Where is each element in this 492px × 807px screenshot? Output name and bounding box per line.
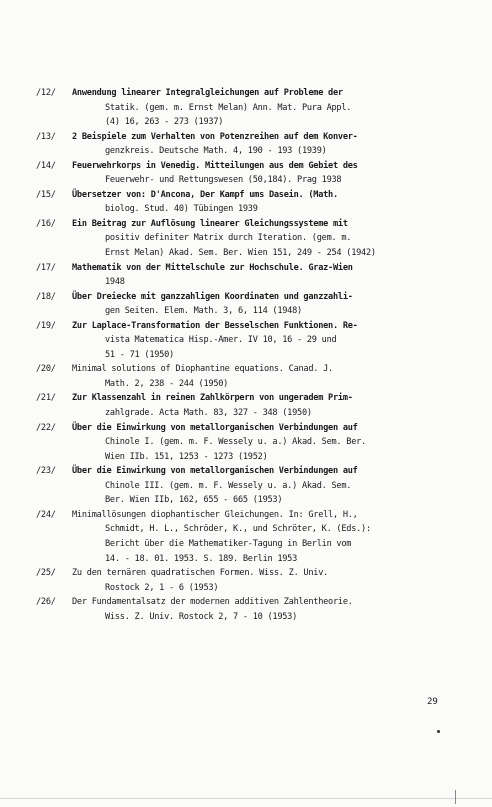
entry-line: biolog. Stud. 40) Tübingen 1939: [105, 204, 258, 215]
entry-line: 1948: [105, 277, 125, 288]
bibliography-entry: [36, 290, 466, 319]
entry-line: Statik. (gem. m. Ernst Melan) Ann. Mat. Pura Appl.: [105, 102, 352, 113]
entry-line: Anwendung linearer Integralgleichungen auf Probleme der: [72, 88, 343, 98]
entry-number: /17/: [36, 262, 56, 273]
bibliography-list: [36, 86, 466, 624]
entry-number: /20/: [36, 364, 56, 375]
bibliography-entry: [36, 391, 466, 420]
bibliography-entry: [36, 86, 466, 130]
entry-line: Mathematik von der Mittelschule zur Hochschule. Graz-Wien: [72, 262, 353, 273]
scan-mark: [455, 790, 456, 804]
bibliography-entry: [36, 566, 466, 595]
bibliography-entry: [36, 159, 466, 188]
entry-line: Rostock 2, 1 - 6 (1953): [105, 582, 219, 593]
entry-line: 2 Beispiele zum Verhalten von Potenzreihen auf dem Konver-: [72, 131, 358, 142]
entry-number: /21/: [36, 393, 56, 404]
entry-line: Über die Einwirkung von metallorganischen Verbindungen auf: [72, 466, 358, 477]
entry-line: Feuerwehrkorps in Venedig. Mitteilungen aus dem Gebiet des: [72, 160, 358, 171]
entry-line: Chinole III. (gem. m. F. Wessely u. a.) Akad. Sem.: [105, 480, 352, 491]
entry-line: 51 - 71 (1950): [105, 349, 174, 360]
scan-edge: [0, 798, 492, 799]
entry-line: Ber. Wien IIb, 162, 655 - 665 (1953): [105, 495, 283, 506]
entry-line: Über Dreiecke mit ganzzahligen Koordinaten und ganzzahli-: [72, 291, 353, 302]
bibliography-entry: [36, 130, 466, 159]
entry-line: Übersetzer von: D'Ancona, Der Kampf ums Dasein. (Math.: [72, 189, 338, 200]
bibliography-entry: [36, 595, 466, 624]
entry-line: vista Matematica Hisp.-Amer. IV 10, 16 - 29 und: [105, 335, 337, 346]
entry-line: positiv definiter Matrix durch Iteration. (gem. m.: [105, 233, 352, 244]
entry-line: Der Fundamentalsatz der modernen additiven Zahlentheorie.: [72, 597, 353, 608]
entry-line: Wien IIb. 151, 1253 - 1273 (1952): [105, 451, 268, 462]
entry-line: genzkreis. Deutsche Math. 4, 190 - 193 (1939): [105, 146, 327, 157]
bibliography-entry: [36, 188, 466, 217]
bibliography-entry: [36, 508, 466, 566]
bibliography-entry: [36, 319, 466, 363]
bibliography-entry: [36, 362, 466, 391]
bibliography-entry: [36, 421, 466, 465]
entry-number: /26/: [36, 597, 56, 608]
entry-line: Bericht über die Mathematiker-Tagung in Berlin vom: [105, 538, 352, 549]
entry-line: Feuerwehr- und Rettungswesen (50,184). Prag 1938: [105, 175, 342, 186]
entry-line: Math. 2, 238 - 244 (1950): [105, 378, 229, 389]
entry-number: /12/: [36, 88, 56, 98]
entry-line: Zu den ternären quadratischen Formen. Wiss. Z. Univ.: [72, 568, 329, 579]
entry-line: Ernst Melan) Akad. Sem. Ber. Wien 151, 249 - 254 (1942): [105, 248, 376, 259]
page-number: 29: [427, 697, 438, 707]
entry-line: Minimal solutions of Diophantine equations. Canad. J.: [72, 364, 333, 375]
entry-line: zahlgrade. Acta Math. 83, 327 - 348 (1950): [105, 408, 312, 419]
entry-number: /16/: [36, 218, 56, 229]
entry-line: Ein Beitrag zur Auflösung linearer Gleichungssysteme mit: [72, 218, 348, 229]
entry-number: /24/: [36, 509, 56, 520]
entry-line: gen Seiten. Elem. Math. 3, 6, 114 (1948): [105, 306, 302, 317]
entry-number: /14/: [36, 160, 56, 171]
entry-line: Chinole I. (gem. m. F. Wessely u. a.) Akad. Sem. Ber.: [105, 437, 366, 448]
bibliography-entry: [36, 217, 466, 261]
entry-number: /22/: [36, 422, 56, 433]
entry-line: Über die Einwirkung von metallorganischen Verbindungen auf: [72, 422, 358, 433]
entry-line: Zur Klassenzahl in reinen Zahlkörpern von ungeradem Prim-: [72, 393, 353, 404]
entry-number: /13/: [36, 131, 56, 142]
bibliography-entry: [36, 261, 466, 290]
entry-line: Wiss. Z. Univ. Rostock 2, 7 - 10 (1953): [105, 611, 298, 622]
entry-number: /25/: [36, 568, 56, 579]
entry-number: /15/: [36, 189, 56, 200]
entry-line: Minimallösungen diophantischer Gleichungen. In: Grell, H.,: [72, 509, 358, 520]
bibliography-entry: [36, 464, 466, 508]
entry-line: Zur Laplace-Transformation der Besselschen Funktionen. Re-: [72, 320, 358, 331]
entry-number: /18/: [36, 291, 56, 302]
entry-number: /19/: [36, 320, 56, 331]
stray-dot: [437, 730, 440, 733]
entry-line: Schmidt, H. L., Schröder, K., und Schröter, K. (Eds.):: [105, 524, 371, 535]
entry-number: /23/: [36, 466, 56, 477]
entry-line: (4) 16, 263 - 273 (1937): [105, 117, 224, 128]
entry-line: 14. - 18. 01. 1953. S. 189. Berlin 1953: [105, 553, 298, 564]
